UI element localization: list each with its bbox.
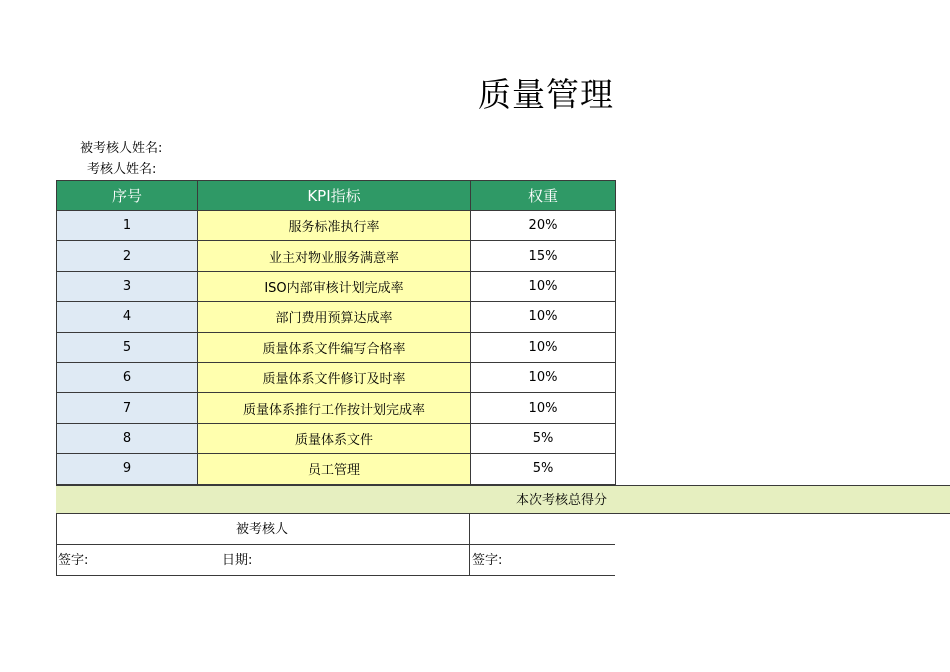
row-kpi[interactable]: 部门费用预算达成率 bbox=[198, 302, 471, 332]
row-weight[interactable]: 10% bbox=[471, 393, 616, 423]
table-row bbox=[57, 332, 616, 362]
signature-divider bbox=[469, 514, 470, 576]
row-weight[interactable]: 10% bbox=[471, 332, 616, 362]
row-kpi[interactable]: 业主对物业服务满意率 bbox=[198, 241, 471, 271]
row-index[interactable]: 9 bbox=[57, 454, 198, 484]
appraisee-sign-label[interactable]: 签字: bbox=[58, 553, 89, 568]
row-weight[interactable]: 20% bbox=[471, 211, 616, 241]
signature-left-border bbox=[56, 514, 57, 576]
table-row bbox=[57, 454, 616, 484]
page-title: 质量管理 bbox=[478, 75, 614, 114]
row-kpi[interactable]: 质量体系推行工作按计划完成率 bbox=[198, 393, 471, 423]
row-weight[interactable]: 10% bbox=[471, 302, 616, 332]
appraisee-name-label: 被考核人姓名: bbox=[80, 141, 163, 156]
row-kpi[interactable]: 服务标准执行率 bbox=[198, 211, 471, 241]
table-row bbox=[57, 271, 616, 301]
signature-line-row bbox=[56, 545, 615, 576]
table-row bbox=[57, 362, 616, 392]
table-row bbox=[57, 302, 616, 332]
row-kpi[interactable]: ISO内部审核计划完成率 bbox=[198, 271, 471, 301]
row-weight[interactable]: 15% bbox=[471, 241, 616, 271]
row-weight[interactable]: 10% bbox=[471, 362, 616, 392]
header-kpi: KPI指标 bbox=[198, 181, 471, 211]
row-kpi[interactable]: 质量体系文件 bbox=[198, 423, 471, 453]
table-row bbox=[57, 241, 616, 271]
title-area bbox=[0, 72, 615, 118]
signature-role-row bbox=[56, 514, 615, 545]
row-index[interactable]: 2 bbox=[57, 241, 198, 271]
header-weight: 权重 bbox=[471, 181, 616, 211]
row-index[interactable]: 6 bbox=[57, 362, 198, 392]
row-kpi[interactable]: 员工管理 bbox=[198, 454, 471, 484]
signature-section bbox=[56, 514, 615, 576]
total-score-row[interactable] bbox=[56, 485, 950, 514]
total-score-label: 本次考核总得分 bbox=[516, 493, 608, 508]
header-index: 序号 bbox=[57, 181, 198, 211]
row-index[interactable]: 7 bbox=[57, 393, 198, 423]
appraisee-label: 被考核人 bbox=[236, 522, 289, 537]
table-header-row bbox=[57, 181, 616, 211]
row-weight[interactable]: 5% bbox=[471, 454, 616, 484]
row-weight[interactable]: 10% bbox=[471, 271, 616, 301]
table-row bbox=[57, 423, 616, 453]
row-kpi[interactable]: 质量体系文件修订及时率 bbox=[198, 362, 471, 392]
row-index[interactable]: 8 bbox=[57, 423, 198, 453]
row-weight[interactable]: 5% bbox=[471, 423, 616, 453]
appraiser-name-label: 考核人姓名: bbox=[87, 162, 157, 177]
row-index[interactable]: 1 bbox=[57, 211, 198, 241]
kpi-table bbox=[56, 180, 616, 485]
row-kpi[interactable]: 质量体系文件编写合格率 bbox=[198, 332, 471, 362]
row-index[interactable]: 4 bbox=[57, 302, 198, 332]
table-row bbox=[57, 211, 616, 241]
appraiser-sign-label[interactable]: 签字: bbox=[472, 553, 503, 568]
table-row bbox=[57, 393, 616, 423]
row-index[interactable]: 5 bbox=[57, 332, 198, 362]
appraisee-date-label[interactable]: 日期: bbox=[222, 553, 253, 568]
row-index[interactable]: 3 bbox=[57, 271, 198, 301]
